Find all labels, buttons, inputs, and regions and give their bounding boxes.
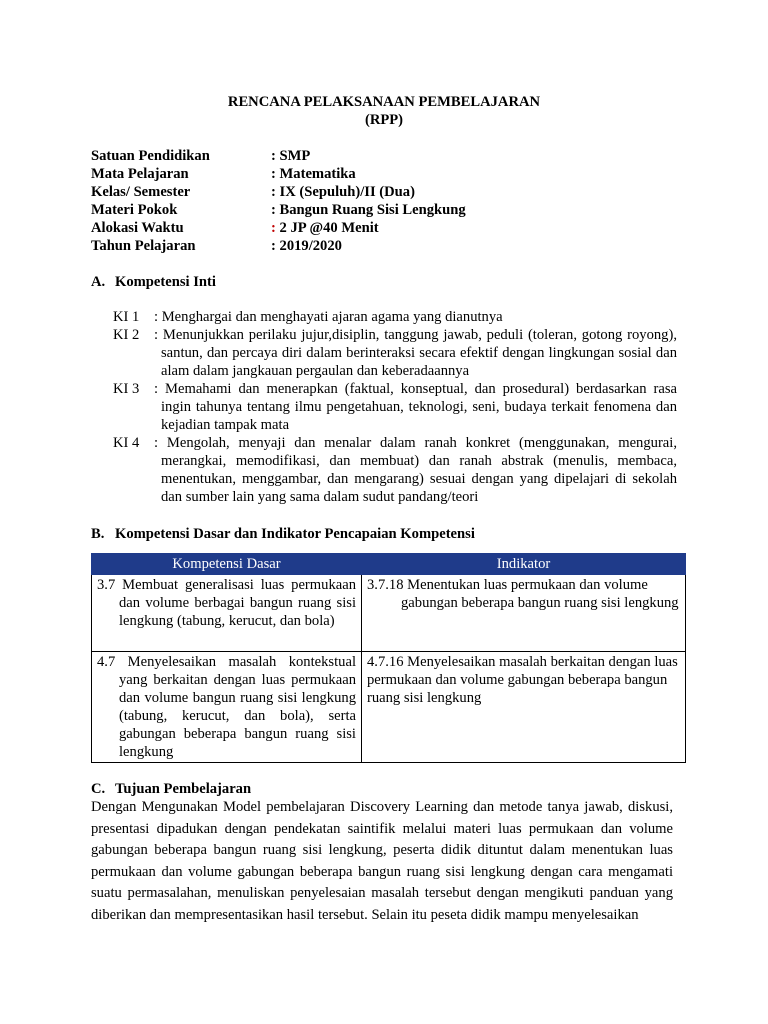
meta-key: Kelas/ Semester (91, 184, 191, 200)
document-subtitle: (RPP) (364, 112, 404, 128)
table-header-row (92, 554, 686, 575)
table-row (92, 575, 686, 652)
ki-text: : Mengolah, menyaji dan menalar dalam ranah konkret (menggunakan, mengurai, merangkai, memodifikasi, dan membuat) dan ranah abstrak (menulis, membaca, menentukan, menggambar, dan mengarang) sesuai dengan yang dipelajari di sekolah dan sumber lain yang sama dalam sudut pandang/teori (154, 435, 677, 505)
ki-text: : Menunjukkan perilaku jujur,disiplin, tanggung jawab, peduli (toleran, gotong royong), santun, dan percaya diri dalam berinteraksi secara efektif dengan lingkungan sosial dan alam dalam jangkauan pergaulan dan keberadaannya (154, 327, 677, 379)
table-row (92, 652, 686, 763)
objective-paragraph: Dengan Mengunakan Model pembelajaran Discovery Learning dan metode tanya jawab, diskusi, presentasi dipadukan dengan pendekatan saintifik melalui materi luas permukaan dan volume gabungan beberapa bangun ruang sisi lengkung, peserta didik dituntut dalam menentukan luas permukaan dan volume gabungan beberapa bangun ruang sisi lengkung dengan cara mengamati suatu permasalahan, menuliskan penyelesaian masalah tersebut dengan mengikuti panduan yang diberikan dan mempresentasikan hasil tersebut. Selain itu peseta didik mampu menyelesaikan (91, 799, 673, 923)
document-title: RENCANA PELAKSANAAN PEMBELAJARAN (227, 94, 541, 110)
identity-block (91, 147, 691, 255)
ki-text: : Memahami dan menerapkan (faktual, konseptual, dan prosedural) berdasarkan rasa ingin tahunya tentang ilmu pengetahuan, teknologi, seni, budaya terkait fenomena dan kejadian tampak mata (154, 381, 677, 433)
meta-value: : 2 JP @40 Menit (271, 220, 379, 236)
ki-item-1 (113, 308, 677, 326)
meta-key: Materi Pokok (91, 202, 178, 218)
ki-label: KI 2 (113, 327, 140, 343)
meta-row-kelas (91, 183, 691, 201)
meta-key: Mata Pelajaran (91, 166, 189, 182)
ki-label: KI 1 (113, 309, 140, 325)
meta-row-mapel (91, 165, 691, 183)
table-cell-kd: 4.7 Menyelesaikan masalah kontekstual yang berkaitan dengan luas permukaan dan volume bangun ruang sisi lengkung (tabung, kerucut, dan bola), serta gabungan beberapa bangun ruang sisi lengkung (92, 652, 362, 763)
meta-row-satuan (91, 147, 691, 165)
table-cell-kd: 3.7 Membuat generalisasi luas permukaan dan volume berbagai bangun ruang sisi lengkung (tabung, kerucut, dan bola) (92, 575, 362, 652)
meta-value: : Matematika (271, 166, 356, 182)
ki-label: KI 4 (113, 435, 140, 451)
ki-item-4 (113, 434, 677, 506)
section-a-heading: A. Kompetensi Inti (91, 274, 216, 290)
section-c-heading: C. Tujuan Pembelajaran (91, 781, 252, 797)
section-b-heading: B. Kompetensi Dasar dan Indikator Pencapaian Kompetensi (91, 526, 475, 542)
meta-key: Alokasi Waktu (91, 220, 184, 236)
ki-item-2 (113, 326, 677, 380)
meta-value: : 2019/2020 (271, 238, 342, 254)
table-cell-indikator: 4.7.16 Menyelesaikan masalah berkaitan dengan luas permukaan dan volume gabungan beberapa bangun ruang sisi lengkung (362, 652, 686, 763)
table-header-kd: Kompetensi Dasar (92, 554, 362, 575)
meta-value: : IX (Sepuluh)/II (Dua) (271, 184, 415, 200)
meta-row-materi (91, 201, 691, 219)
meta-key: Tahun Pelajaran (91, 238, 196, 254)
meta-row-tahun (91, 237, 691, 255)
table-cell-indikator: 3.7.18 Menentukan luas permukaan dan volume gabungan beberapa bangun ruang sisi lengkung (362, 575, 686, 652)
ki-text: : Menghargai dan menghayati ajaran agama yang dianutnya (154, 309, 503, 325)
meta-key: Satuan Pendidikan (91, 148, 210, 164)
meta-value: : SMP (271, 148, 311, 164)
ki-label: KI 3 (113, 381, 140, 397)
colon-highlight: : (271, 220, 276, 236)
table-header-indikator: Indikator (362, 554, 686, 575)
ki-item-3 (113, 380, 677, 434)
meta-value: : Bangun Ruang Sisi Lengkung (271, 202, 466, 218)
meta-row-alokasi (91, 219, 691, 237)
competency-table (91, 553, 686, 763)
